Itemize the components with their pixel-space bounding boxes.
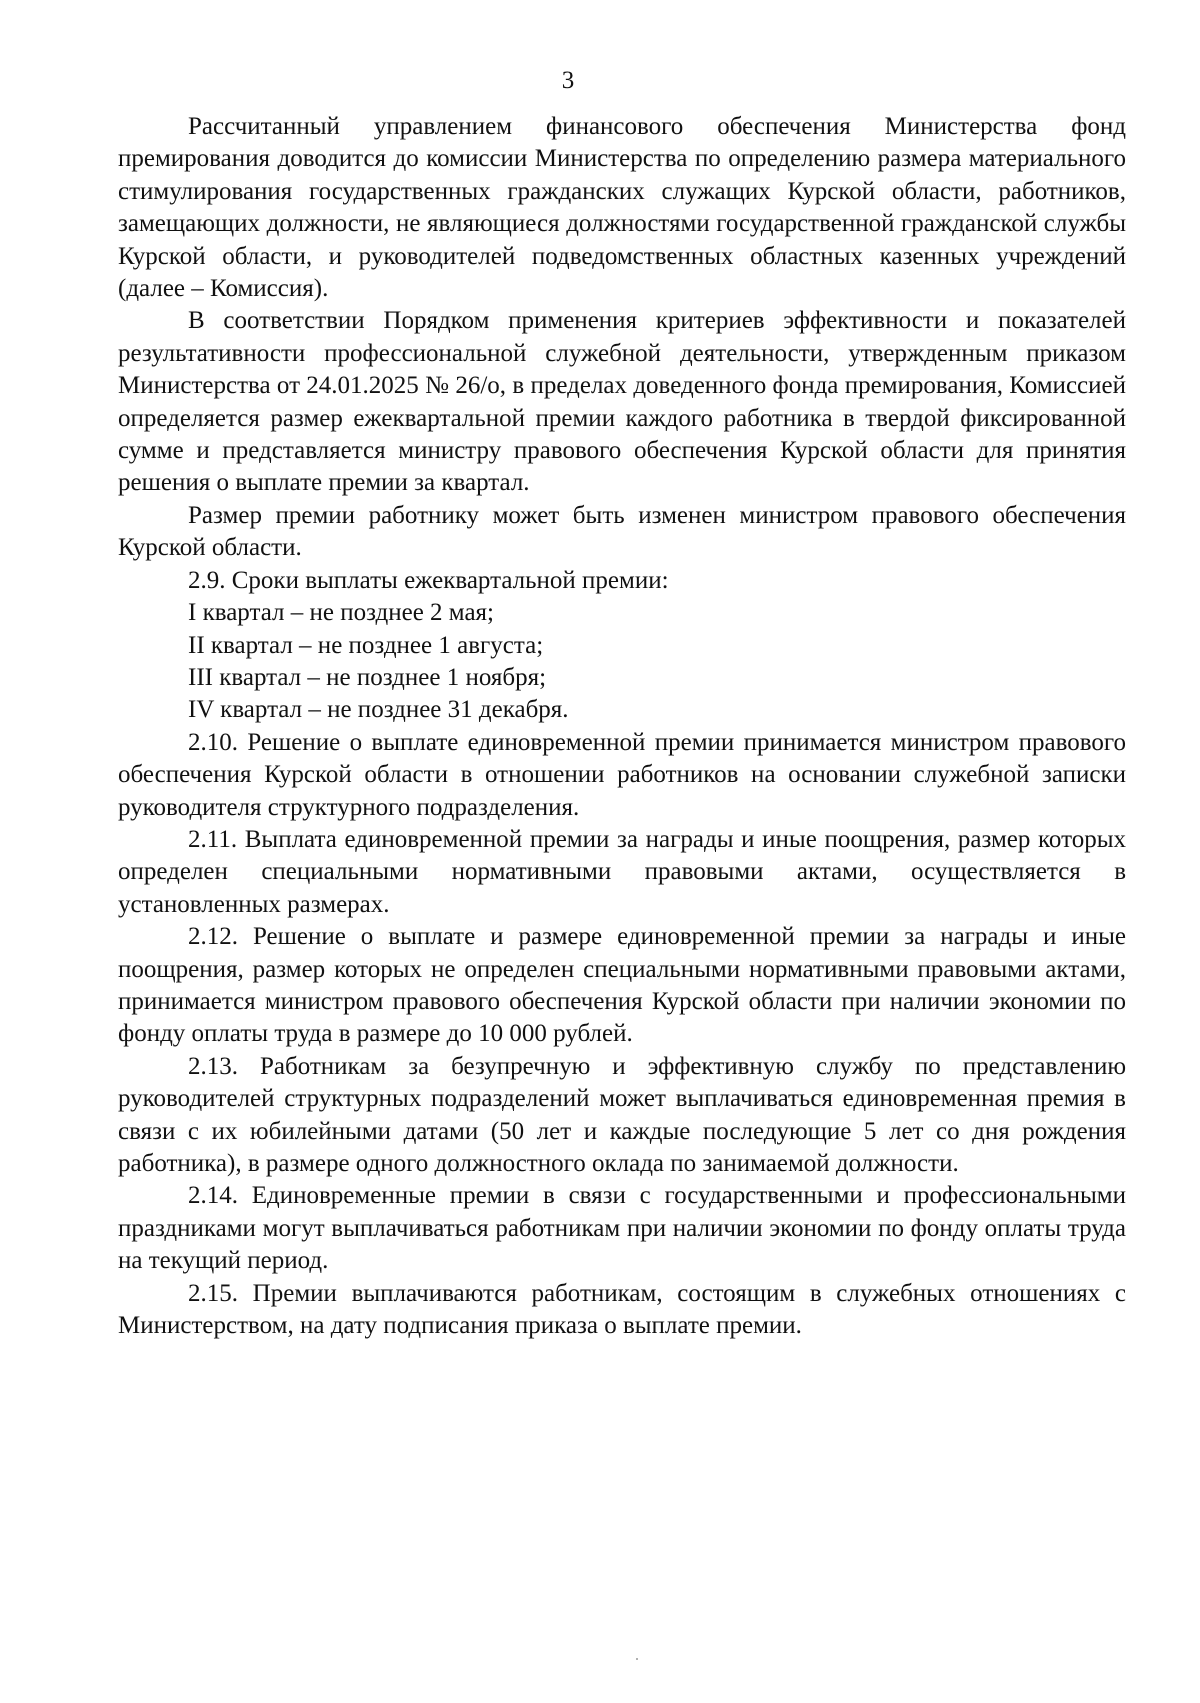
paragraph-premium-change: Размер премии работнику может быть изменен министром правового обеспечения Курской области. — [118, 501, 1126, 562]
paragraph-quarter-3: III квартал – не позднее 1 ноября; — [188, 663, 547, 691]
paragraph-2-11: 2.11. Выплата единовременной премии за награды и иные поощрения, размер которых определен специальными нормативными правовыми актами, осуществляется в установленных размерах. — [118, 825, 1126, 918]
paragraph-2-9-deadlines: 2.9. Сроки выплаты ежеквартальной премии: — [188, 566, 669, 594]
page-number: 3 — [561, 67, 575, 94]
paragraph-2-15: 2.15. Премии выплачиваются работникам, состоящим в служебных отношениях с Министерством, на дату подписания приказа о выплате премии. — [118, 1279, 1126, 1340]
paragraph-premium-fund: Рассчитанный управлением финансового обеспечения Министерства фонд премирования доводится до комиссии Министерства по определению размера материального стимулирования государственных гражданских служащих Курской области, работников, замещающих должности, не являющиеся должностями государственной гражданской службы Курской области, и руководителей подведомственных областных казенных учреждений (далее – Комиссия). — [118, 113, 1126, 303]
paragraph-2-12: 2.12. Решение о выплате и размере единовременной премии за награды и иные поощрения, размер которых не определен специальными нормативными правовыми актами, принимается министром правового обеспечения Курской области при наличии экономии по фонду оплаты труда в размере до 10 000 рублей. — [118, 923, 1126, 1048]
paragraph-quarter-4: IV квартал – не позднее 31 декабря. — [188, 696, 569, 724]
paragraph-commission-procedure: В соответствии Порядком применения критериев эффективности и показателей результативности профессиональной служебной деятельности, утвержденным приказом Министерства от 24.01.2025 № 26/о, в пределах доведенного фонда премирования, Комиссией определяется размер ежеквартальной премии каждого работника в твердой фиксированной сумме и представляется министру правового обеспечения Курской области для принятия решения о выплате премии за квартал. — [118, 307, 1126, 497]
scan-speck — [636, 1658, 638, 1660]
document-body — [118, 111, 1126, 1342]
paragraph-quarter-2: II квартал – не позднее 1 августа; — [188, 631, 544, 659]
paragraph-2-13: 2.13. Работникам за безупречную и эффективную службу по представлению руководителей структурных подразделений может выплачиваться единовременная премия в связи с их юбилейными датами (50 лет и каждые последующие 5 лет со дня рождения работника), в размере одного должностного оклада по занимаемой должности. — [118, 1052, 1126, 1177]
paragraph-quarter-1: I квартал – не позднее 2 мая; — [188, 599, 494, 627]
paragraph-2-14: 2.14. Единовременные премии в связи с государственными и профессиональными праздниками могут выплачиваться работникам при наличии экономии по фонду оплаты труда на текущий период. — [118, 1182, 1126, 1275]
paragraph-2-10: 2.10. Решение о выплате единовременной премии принимается министром правового обеспечения Курской области в отношении работников на основании служебной записки руководителя структурного подразделения. — [118, 728, 1126, 821]
